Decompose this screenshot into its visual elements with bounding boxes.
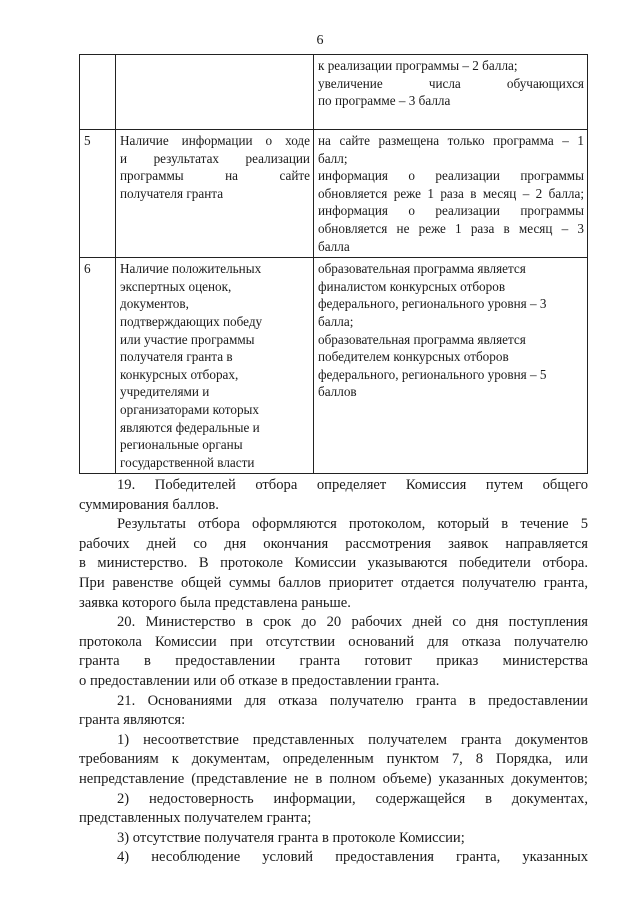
criterion-name [116, 55, 314, 130]
table-row [80, 258, 588, 474]
text-line: обновляется реже 1 раза в месяц – 2 балла; [318, 185, 584, 201]
text-line: подтверждающих победу [120, 313, 263, 329]
criterion-name [116, 258, 314, 474]
text-line: по программе – 3 балла [318, 93, 451, 109]
row-number: 6 [80, 258, 116, 474]
text-line: экспертных оценок, [120, 278, 232, 294]
text-line: или участие программы [120, 331, 255, 347]
text-line: балл; [318, 150, 348, 166]
text-line: заявка которого была представлена раньше. [79, 594, 351, 611]
text-line: 4) несоблюдение условий предоставления гранта, указанных [117, 849, 588, 866]
text-line: суммирования баллов. [79, 496, 219, 513]
list-item-4 [79, 848, 588, 868]
text-line: образовательная программа является [318, 261, 526, 277]
text-line: При равенстве общей суммы баллов приоритет отдается получателю гранта, [79, 574, 588, 591]
text-line: в министерство. В протоколе Комиссии указываются победители отбора. [79, 555, 588, 572]
text-line: обновляется не реже 1 раза в месяц – 3 [318, 220, 584, 236]
text-line: победителем конкурсных отборов [318, 349, 509, 365]
score-description [314, 130, 588, 258]
score-description [314, 55, 588, 130]
text-line: документов, [120, 296, 189, 312]
paragraph-19 [79, 476, 588, 515]
text-line: гранта в предоставлении гранта готовит приказ министерства [79, 653, 588, 670]
text-line: увеличение числа обучающихся [318, 75, 584, 91]
text-line: к реализации программы – 2 балла; [318, 58, 518, 73]
text-line: 1) несоответствие представленных получателем гранта документов [117, 731, 588, 748]
text-line: Наличие информации о ходе [120, 133, 310, 148]
text-line: являются федеральные и [120, 419, 260, 435]
text-line: финалистом конкурсных отборов [318, 278, 506, 294]
paragraph-21 [79, 692, 588, 731]
text-line: Результаты отбора оформляются протоколом, который в течение 5 [117, 516, 588, 533]
text-line: требованиям к документам, определенным пунктом 7, 8 Порядка, или [79, 751, 588, 768]
text-line: учредителями и [120, 384, 210, 400]
text-line: конкурсных отборах, [120, 366, 239, 382]
text-line: федерального, регионального уровня – 3 [318, 296, 547, 312]
table-row [80, 55, 588, 130]
text-line: рабочих дней со дня окончания рассмотрения заявок направляется [79, 535, 588, 552]
text-line: непредставление (представление не в полном объеме) указанных документов; [79, 770, 588, 787]
list-item-1 [79, 731, 588, 790]
text-line: 20. Министерство в срок до 20 рабочих дней со дня поступления [117, 614, 588, 631]
row-number [80, 55, 116, 130]
text-line: 21. Основаниями для отказа получателю гранта в предоставлении [117, 692, 588, 709]
text-line: получателя гранта [120, 185, 224, 201]
table-row [80, 130, 588, 258]
text-line: балла [318, 238, 350, 254]
row-number: 5 [80, 130, 116, 258]
text-line: информация о реализации программы [318, 203, 584, 219]
paragraph-results [79, 515, 588, 613]
text-line: Наличие положительных [120, 261, 262, 277]
text-line: балла; [318, 313, 354, 329]
text-line: о предоставлении или об отказе в предоставлении гранта. [79, 672, 440, 689]
text-line: гранта являются: [79, 712, 186, 729]
text-line: 19. Победителей отбора определяет Комиссия путем общего [117, 477, 588, 493]
text-line: государственной власти [120, 454, 255, 470]
paragraph-20 [79, 613, 588, 691]
text-line: программы на сайте [120, 168, 310, 184]
text-line: организаторами которых [120, 401, 260, 417]
text-line: протокола Комиссии при отсутствии оснований для отказа получателю [79, 633, 588, 650]
body-text [79, 476, 588, 868]
criteria-table [79, 54, 588, 474]
text-line: баллов [318, 384, 357, 400]
text-line: на сайте размещена только программа – 1 [318, 133, 584, 148]
score-description [314, 258, 588, 474]
criterion-name [116, 130, 314, 258]
text-line: образовательная программа является [318, 331, 526, 347]
text-line: региональные органы [120, 437, 243, 453]
text-line: 2) недостоверность информации, содержащейся в документах, [117, 790, 588, 807]
text-line: и результатах реализации [120, 150, 310, 166]
text-line: федерального, регионального уровня – 5 [318, 366, 547, 382]
page-number: 6 [316, 33, 324, 48]
list-item-3 [79, 829, 588, 849]
text-line: получателя гранта в [120, 349, 233, 365]
list-item-2 [79, 790, 588, 829]
text-line: 3) отсутствие получателя гранта в протоколе Комиссии; [117, 829, 465, 846]
text-line: представленных получателем гранта; [79, 810, 312, 827]
text-line: информация о реализации программы [318, 168, 584, 184]
